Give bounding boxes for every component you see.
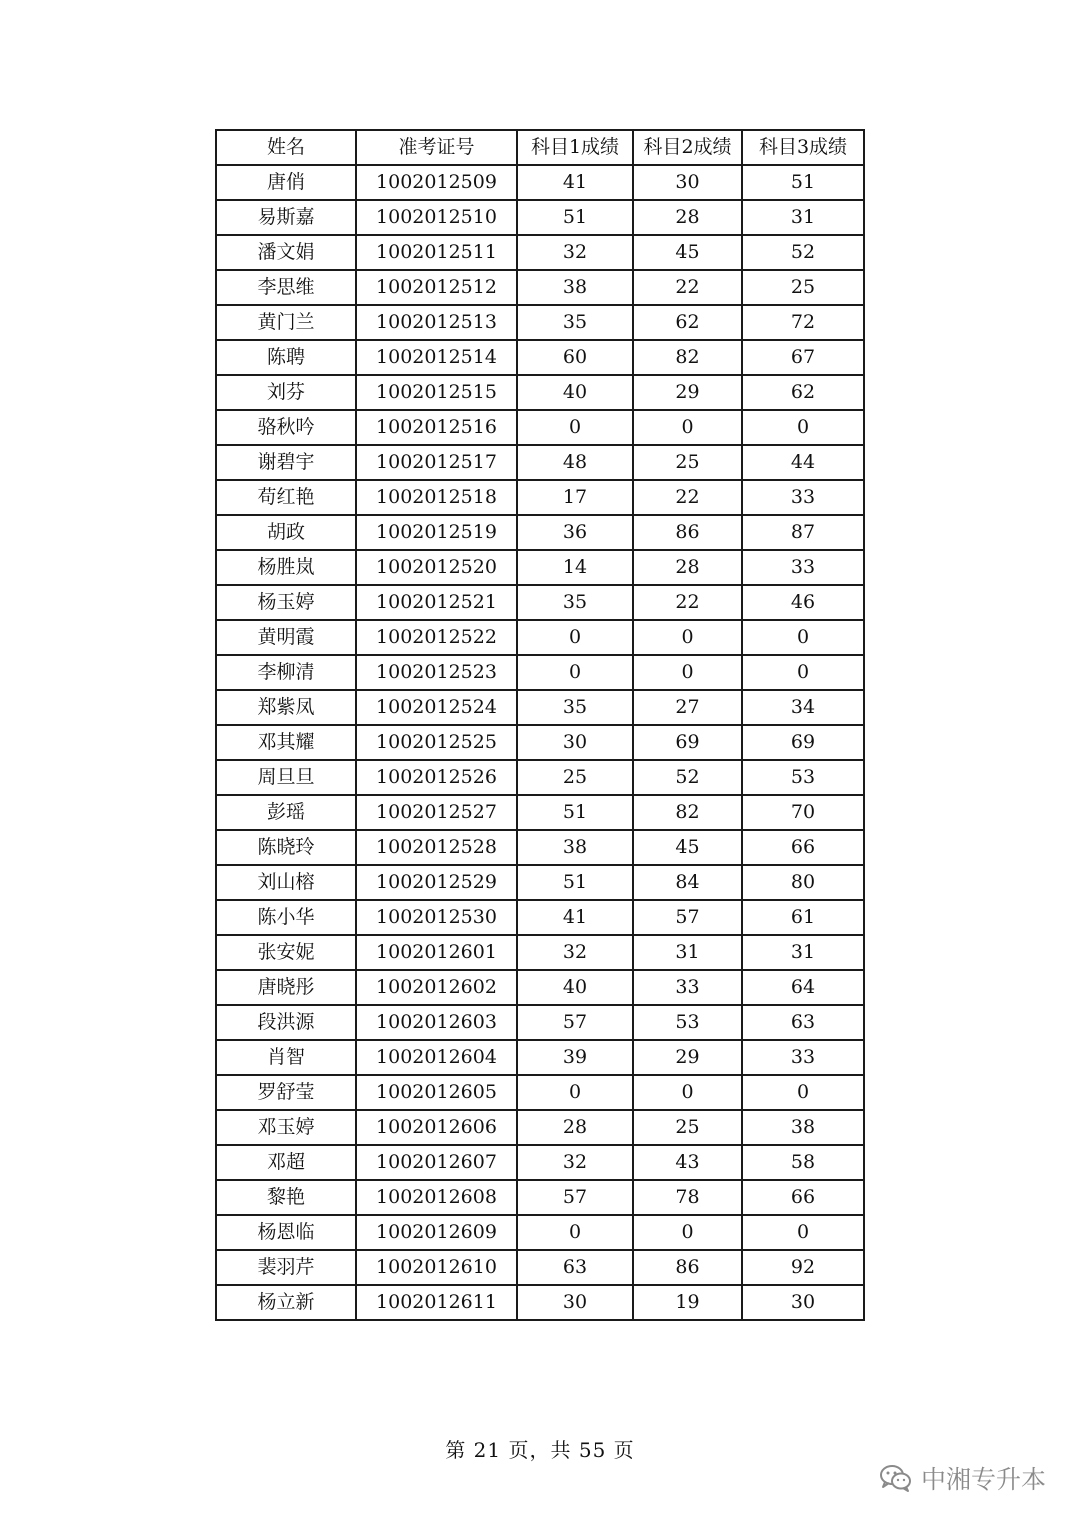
cell-name: 苟红艳 — [216, 480, 356, 515]
cell-name: 罗舒莹 — [216, 1075, 356, 1110]
cell-subject1-score: 51 — [517, 865, 633, 900]
cell-exam-id: 1002012609 — [356, 1215, 517, 1250]
cell-subject2-score: 45 — [633, 235, 742, 270]
page-number: 第 21 页，共 55 页 — [445, 1438, 635, 1462]
table-body — [216, 165, 864, 1320]
cell-subject3-score: 53 — [742, 760, 864, 795]
cell-subject3-score: 44 — [742, 445, 864, 480]
cell-name: 谢碧宇 — [216, 445, 356, 480]
cell-subject2-score: 53 — [633, 1005, 742, 1040]
table-row — [216, 1075, 864, 1110]
cell-subject1-score: 63 — [517, 1250, 633, 1285]
cell-subject1-score: 57 — [517, 1005, 633, 1040]
table-row — [216, 1250, 864, 1285]
cell-subject2-score: 0 — [633, 1215, 742, 1250]
cell-subject3-score: 31 — [742, 935, 864, 970]
header-subject1-score: 科目1成绩 — [517, 130, 633, 165]
cell-subject2-score: 19 — [633, 1285, 742, 1320]
cell-subject3-score: 61 — [742, 900, 864, 935]
cell-name: 陈聘 — [216, 340, 356, 375]
cell-subject1-score: 35 — [517, 690, 633, 725]
table-row — [216, 515, 864, 550]
cell-exam-id: 1002012526 — [356, 760, 517, 795]
cell-subject3-score: 92 — [742, 1250, 864, 1285]
cell-subject2-score: 29 — [633, 1040, 742, 1075]
cell-subject3-score: 31 — [742, 200, 864, 235]
cell-subject1-score: 0 — [517, 620, 633, 655]
table-row — [216, 620, 864, 655]
cell-subject3-score: 0 — [742, 1075, 864, 1110]
cell-exam-id: 1002012519 — [356, 515, 517, 550]
cell-subject3-score: 66 — [742, 830, 864, 865]
cell-subject1-score: 14 — [517, 550, 633, 585]
cell-subject3-score: 80 — [742, 865, 864, 900]
cell-subject3-score: 0 — [742, 620, 864, 655]
cell-name: 陈小华 — [216, 900, 356, 935]
cell-exam-id: 1002012516 — [356, 410, 517, 445]
table-row — [216, 690, 864, 725]
cell-subject3-score: 33 — [742, 480, 864, 515]
table-row — [216, 830, 864, 865]
cell-name: 段洪源 — [216, 1005, 356, 1040]
cell-exam-id: 1002012602 — [356, 970, 517, 1005]
cell-subject1-score: 51 — [517, 200, 633, 235]
table-row — [216, 1180, 864, 1215]
cell-exam-id: 1002012605 — [356, 1075, 517, 1110]
cell-exam-id: 1002012523 — [356, 655, 517, 690]
cell-subject2-score: 84 — [633, 865, 742, 900]
cell-subject1-score: 35 — [517, 305, 633, 340]
table-row — [216, 410, 864, 445]
table-row — [216, 1005, 864, 1040]
cell-exam-id: 1002012527 — [356, 795, 517, 830]
cell-subject2-score: 22 — [633, 480, 742, 515]
cell-subject3-score: 25 — [742, 270, 864, 305]
table-row — [216, 270, 864, 305]
table-row — [216, 970, 864, 1005]
table-row — [216, 1110, 864, 1145]
cell-exam-id: 1002012520 — [356, 550, 517, 585]
cell-subject2-score: 78 — [633, 1180, 742, 1215]
cell-subject1-score: 39 — [517, 1040, 633, 1075]
cell-exam-id: 1002012515 — [356, 375, 517, 410]
cell-subject2-score: 25 — [633, 445, 742, 480]
cell-exam-id: 1002012513 — [356, 305, 517, 340]
cell-subject1-score: 0 — [517, 655, 633, 690]
header-row — [216, 130, 864, 165]
header-exam-id: 准考证号 — [356, 130, 517, 165]
cell-name: 刘山榕 — [216, 865, 356, 900]
cell-subject2-score: 82 — [633, 795, 742, 830]
cell-subject1-score: 36 — [517, 515, 633, 550]
cell-subject2-score: 33 — [633, 970, 742, 1005]
table-row — [216, 1285, 864, 1320]
cell-subject1-score: 40 — [517, 970, 633, 1005]
cell-exam-id: 1002012530 — [356, 900, 517, 935]
cell-subject1-score: 0 — [517, 1075, 633, 1110]
cell-exam-id: 1002012525 — [356, 725, 517, 760]
cell-subject2-score: 0 — [633, 410, 742, 445]
cell-exam-id: 1002012528 — [356, 830, 517, 865]
cell-name: 唐晓彤 — [216, 970, 356, 1005]
cell-name: 杨玉婷 — [216, 585, 356, 620]
table-row — [216, 200, 864, 235]
table-row — [216, 725, 864, 760]
header-name: 姓名 — [216, 130, 356, 165]
cell-subject2-score: 57 — [633, 900, 742, 935]
cell-subject3-score: 72 — [742, 305, 864, 340]
cell-subject2-score: 25 — [633, 1110, 742, 1145]
table-row — [216, 935, 864, 970]
cell-name: 杨胜岚 — [216, 550, 356, 585]
table-row — [216, 375, 864, 410]
cell-subject1-score: 57 — [517, 1180, 633, 1215]
cell-name: 李思维 — [216, 270, 356, 305]
table-row — [216, 1145, 864, 1180]
cell-exam-id: 1002012512 — [356, 270, 517, 305]
cell-subject2-score: 30 — [633, 165, 742, 200]
watermark — [879, 1460, 1046, 1496]
cell-exam-id: 1002012529 — [356, 865, 517, 900]
cell-subject1-score: 35 — [517, 585, 633, 620]
cell-subject1-score: 32 — [517, 1145, 633, 1180]
cell-subject1-score: 38 — [517, 830, 633, 865]
cell-subject3-score: 64 — [742, 970, 864, 1005]
table-row — [216, 795, 864, 830]
cell-name: 李柳清 — [216, 655, 356, 690]
cell-name: 彭瑶 — [216, 795, 356, 830]
cell-subject2-score: 45 — [633, 830, 742, 865]
table-row — [216, 445, 864, 480]
cell-subject2-score: 86 — [633, 1250, 742, 1285]
cell-exam-id: 1002012603 — [356, 1005, 517, 1040]
cell-exam-id: 1002012608 — [356, 1180, 517, 1215]
cell-exam-id: 1002012518 — [356, 480, 517, 515]
cell-subject2-score: 0 — [633, 655, 742, 690]
table-row — [216, 235, 864, 270]
cell-name: 杨恩临 — [216, 1215, 356, 1250]
cell-exam-id: 1002012524 — [356, 690, 517, 725]
cell-subject3-score: 52 — [742, 235, 864, 270]
score-table — [215, 129, 865, 1321]
table-row — [216, 1040, 864, 1075]
watermark-text: 中湘专升本 — [920, 1465, 1046, 1494]
cell-name: 郑紫凤 — [216, 690, 356, 725]
cell-subject3-score: 70 — [742, 795, 864, 830]
cell-subject1-score: 48 — [517, 445, 633, 480]
cell-exam-id: 1002012522 — [356, 620, 517, 655]
cell-subject3-score: 62 — [742, 375, 864, 410]
cell-exam-id: 1002012606 — [356, 1110, 517, 1145]
table-row — [216, 550, 864, 585]
cell-name: 骆秋吟 — [216, 410, 356, 445]
cell-subject1-score: 38 — [517, 270, 633, 305]
cell-subject1-score: 40 — [517, 375, 633, 410]
header-subject2-score: 科目2成绩 — [633, 130, 742, 165]
cell-name: 张安妮 — [216, 935, 356, 970]
table-row — [216, 760, 864, 795]
cell-subject1-score: 32 — [517, 935, 633, 970]
cell-subject3-score: 33 — [742, 1040, 864, 1075]
cell-name: 唐俏 — [216, 165, 356, 200]
cell-subject2-score: 0 — [633, 1075, 742, 1110]
cell-subject2-score: 52 — [633, 760, 742, 795]
cell-exam-id: 1002012514 — [356, 340, 517, 375]
cell-subject2-score: 86 — [633, 515, 742, 550]
table-row — [216, 1215, 864, 1250]
cell-subject1-score: 32 — [517, 235, 633, 270]
table-row — [216, 865, 864, 900]
cell-subject1-score: 28 — [517, 1110, 633, 1145]
cell-name: 黎艳 — [216, 1180, 356, 1215]
cell-subject2-score: 82 — [633, 340, 742, 375]
cell-subject2-score: 43 — [633, 1145, 742, 1180]
cell-subject1-score: 0 — [517, 410, 633, 445]
table-row — [216, 305, 864, 340]
cell-name: 邓其耀 — [216, 725, 356, 760]
cell-name: 裴羽芹 — [216, 1250, 356, 1285]
cell-subject1-score: 30 — [517, 725, 633, 760]
cell-subject2-score: 0 — [633, 620, 742, 655]
cell-subject2-score: 29 — [633, 375, 742, 410]
cell-subject3-score: 67 — [742, 340, 864, 375]
cell-name: 刘芬 — [216, 375, 356, 410]
cell-subject1-score: 0 — [517, 1215, 633, 1250]
cell-subject1-score: 30 — [517, 1285, 633, 1320]
cell-subject1-score: 17 — [517, 480, 633, 515]
cell-name: 杨立新 — [216, 1285, 356, 1320]
cell-name: 肖智 — [216, 1040, 356, 1075]
cell-name: 陈晓玲 — [216, 830, 356, 865]
cell-subject3-score: 46 — [742, 585, 864, 620]
cell-name: 邓玉婷 — [216, 1110, 356, 1145]
cell-subject3-score: 33 — [742, 550, 864, 585]
cell-name: 黄门兰 — [216, 305, 356, 340]
cell-exam-id: 1002012511 — [356, 235, 517, 270]
cell-subject2-score: 27 — [633, 690, 742, 725]
table-row — [216, 340, 864, 375]
cell-subject3-score: 0 — [742, 655, 864, 690]
cell-subject1-score: 51 — [517, 795, 633, 830]
cell-subject1-score: 41 — [517, 900, 633, 935]
cell-subject2-score: 22 — [633, 585, 742, 620]
table-header — [216, 130, 864, 165]
table-row — [216, 900, 864, 935]
cell-subject3-score: 0 — [742, 410, 864, 445]
cell-name: 易斯嘉 — [216, 200, 356, 235]
cell-name: 潘文娟 — [216, 235, 356, 270]
cell-subject2-score: 22 — [633, 270, 742, 305]
cell-subject2-score: 28 — [633, 550, 742, 585]
cell-subject3-score: 69 — [742, 725, 864, 760]
cell-subject1-score: 41 — [517, 165, 633, 200]
cell-name: 周旦旦 — [216, 760, 356, 795]
table-row — [216, 480, 864, 515]
wechat-icon — [879, 1463, 913, 1493]
table-row — [216, 165, 864, 200]
cell-exam-id: 1002012610 — [356, 1250, 517, 1285]
cell-exam-id: 1002012509 — [356, 165, 517, 200]
cell-name: 邓超 — [216, 1145, 356, 1180]
cell-exam-id: 1002012611 — [356, 1285, 517, 1320]
cell-subject3-score: 34 — [742, 690, 864, 725]
cell-subject3-score: 30 — [742, 1285, 864, 1320]
cell-subject3-score: 66 — [742, 1180, 864, 1215]
cell-subject3-score: 58 — [742, 1145, 864, 1180]
cell-subject3-score: 63 — [742, 1005, 864, 1040]
cell-exam-id: 1002012604 — [356, 1040, 517, 1075]
cell-exam-id: 1002012601 — [356, 935, 517, 970]
header-subject3-score: 科目3成绩 — [742, 130, 864, 165]
cell-exam-id: 1002012510 — [356, 200, 517, 235]
cell-subject3-score: 51 — [742, 165, 864, 200]
cell-subject2-score: 69 — [633, 725, 742, 760]
cell-subject2-score: 62 — [633, 305, 742, 340]
cell-subject3-score: 38 — [742, 1110, 864, 1145]
cell-exam-id: 1002012517 — [356, 445, 517, 480]
cell-subject2-score: 31 — [633, 935, 742, 970]
cell-exam-id: 1002012521 — [356, 585, 517, 620]
cell-exam-id: 1002012607 — [356, 1145, 517, 1180]
cell-subject2-score: 28 — [633, 200, 742, 235]
cell-subject1-score: 60 — [517, 340, 633, 375]
cell-name: 黄明霞 — [216, 620, 356, 655]
table-row — [216, 585, 864, 620]
cell-subject1-score: 25 — [517, 760, 633, 795]
cell-subject3-score: 87 — [742, 515, 864, 550]
table-row — [216, 655, 864, 690]
cell-subject3-score: 0 — [742, 1215, 864, 1250]
cell-name: 胡政 — [216, 515, 356, 550]
